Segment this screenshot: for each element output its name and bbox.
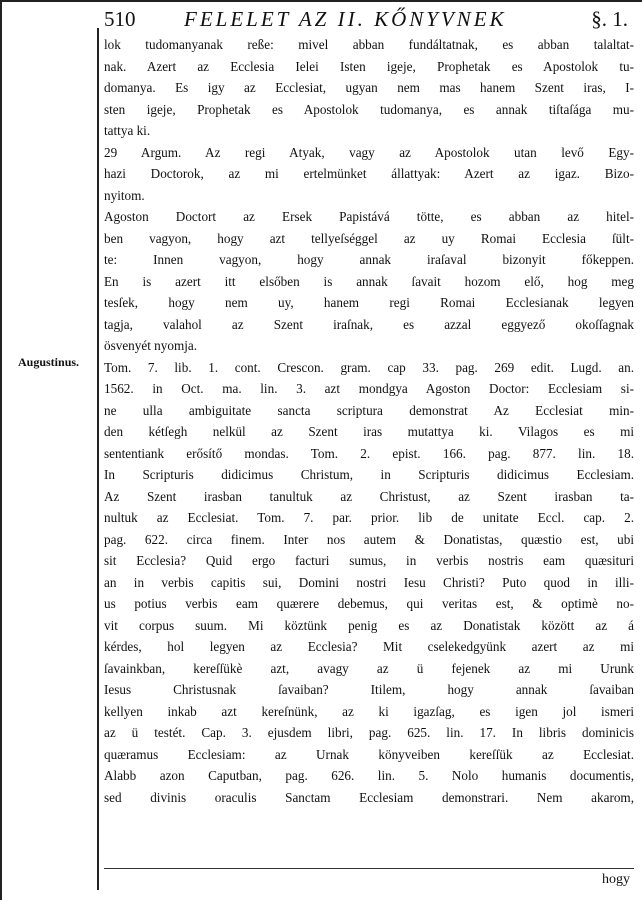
text-line: tesſek, hogy nem uy, hanem regi Romai Ecclesianak legyen [104, 295, 634, 310]
text-line: us potius verbis eam quærere debemus, qui veritas est, & optimè no- [104, 596, 634, 611]
catchword: hogy [602, 872, 630, 887]
text-line: 29 Argum. Az regi Atyak, vagy az Apostolok utan levő Egy- [104, 144, 634, 160]
margin-divider-rule [97, 28, 99, 890]
text-line: vit corpus suum. Mi köztünk penig es az Donatistak között az á [104, 617, 634, 633]
text-line: Alabb azon Caputban, pag. 626. lin. 5. Nolo humanis documentis, [104, 768, 634, 783]
margin-note: Augustinus. [18, 355, 80, 369]
text-line: az ü testét. Cap. 3. ejusdem libri, pag. 625. lin. 17. In libris dominicis [104, 725, 634, 740]
text-line: sten igeje, Prophetak es Apostolok tudomanya, es annak tiſtaſága mu- [104, 101, 634, 117]
text-line: 1562. in Oct. ma. lin. 3. azt mondgya Agoston Doctor: Ecclesiam si- [104, 381, 634, 396]
text-line: domanya. Es igy az Ecclesiat, ugyan nem mas hanem Szent iras, I- [104, 80, 634, 95]
text-line: lok tudomanyanak reße: mivel abban fundáltatnak, es abban talaltat- [104, 37, 634, 52]
text-line: En is azert itt elsőben is annak ſavait hozom elő, hog meg [104, 273, 634, 289]
text-line: sed divinis oraculis Sanctam Ecclesiam demonstrari. Nem akarom, [104, 789, 634, 805]
text-line: In Scripturis didicimus Christum, in Scripturis didicimus Ecclesiam. [104, 467, 634, 482]
footer-rule [104, 868, 634, 869]
text-line: tagja, valahol az Szent iraſnak, es azzal eggyező okoſſagnak [104, 316, 634, 332]
text-line: ne ulla ambiguitate sancta scriptura demonstrat Az Ecclesiat min- [104, 402, 634, 418]
text-line: Tom. 7. lib. 1. cont. Crescon. gram. cap 33. pag. 269 edit. Lugd. an. [104, 359, 634, 375]
text-line: kérdes, hol legyen az Ecclesia? Mit cselekedgyünk azert az mi [104, 639, 634, 654]
page-header [104, 6, 638, 32]
top-border-rule [0, 0, 642, 2]
text-line: sit Ecclesia? Quid ergo facturi sumus, in verbis nostris eam quæsituri [104, 553, 634, 568]
text-line: nyitom. [104, 187, 145, 203]
text-line: kellyen inkab azt kereſnünk, az ki igazſag, es igen jol ismeri [104, 703, 634, 719]
text-line: ſavainkban, kereſſükè azt, avagy az ü fejenek az mi Urunk [104, 660, 634, 676]
text-line: den kétſegh nelkül az Szent iras mutattya ki. Vilagos es mi [104, 424, 634, 439]
text-line: ösvenyét nyomja. [104, 338, 198, 353]
text-line: te: Innen vagyon, hogy annak iraſaval bizonyit főkeppen. [104, 252, 634, 267]
text-line: tattya ki. [104, 123, 151, 138]
page-number: 510 [104, 7, 136, 31]
text-line: pag. 622. circa finem. Inter nos autem & Donatistas, quæstio est, ubi [104, 531, 634, 547]
text-line: nultuk az Ecclesiat. Tom. 7. par. prior. lib de unitate Eccl. cap. 2. [104, 510, 634, 525]
text-line: Iesus Christusnak ſavaiban? Itilem, hogy annak ſavaiban [104, 682, 634, 697]
text-line: nak. Azert az Ecclesia Ielei Isten igeje, Prophetak es Apostolok tu- [104, 58, 634, 74]
left-border-rule [0, 0, 2, 900]
text-line: Agoston Doctort az Ersek Papistává tötte, es abban az hitel- [104, 209, 634, 224]
body-text [104, 34, 634, 808]
text-line: sententiank erősítő mondas. Tom. 2. epist. 166. pag. 877. lin. 18. [104, 445, 634, 461]
text-line: hazi Doctorok, az mi ertelmünket állattyak: Azert az igaz. Bizo- [104, 166, 634, 181]
text-line: ben vagyon, hogy azt tellyeſséggel az uy Romai Ecclesia ſült- [104, 230, 634, 246]
text-line: an in verbis capitis sui, Domini nostri Iesu Christi? Puto quod in illi- [104, 574, 634, 590]
running-title: FELELET AZ II. KŐNYVNEK [184, 7, 507, 31]
text-line: Az Szent irasban tanultuk az Christust, az Szent irasban ta- [104, 488, 634, 504]
section-mark: §. 1. [591, 7, 628, 31]
text-line: quæramus Ecclesiam: az Urnak könyveiben kereſſük az Ecclesiat. [104, 746, 634, 762]
